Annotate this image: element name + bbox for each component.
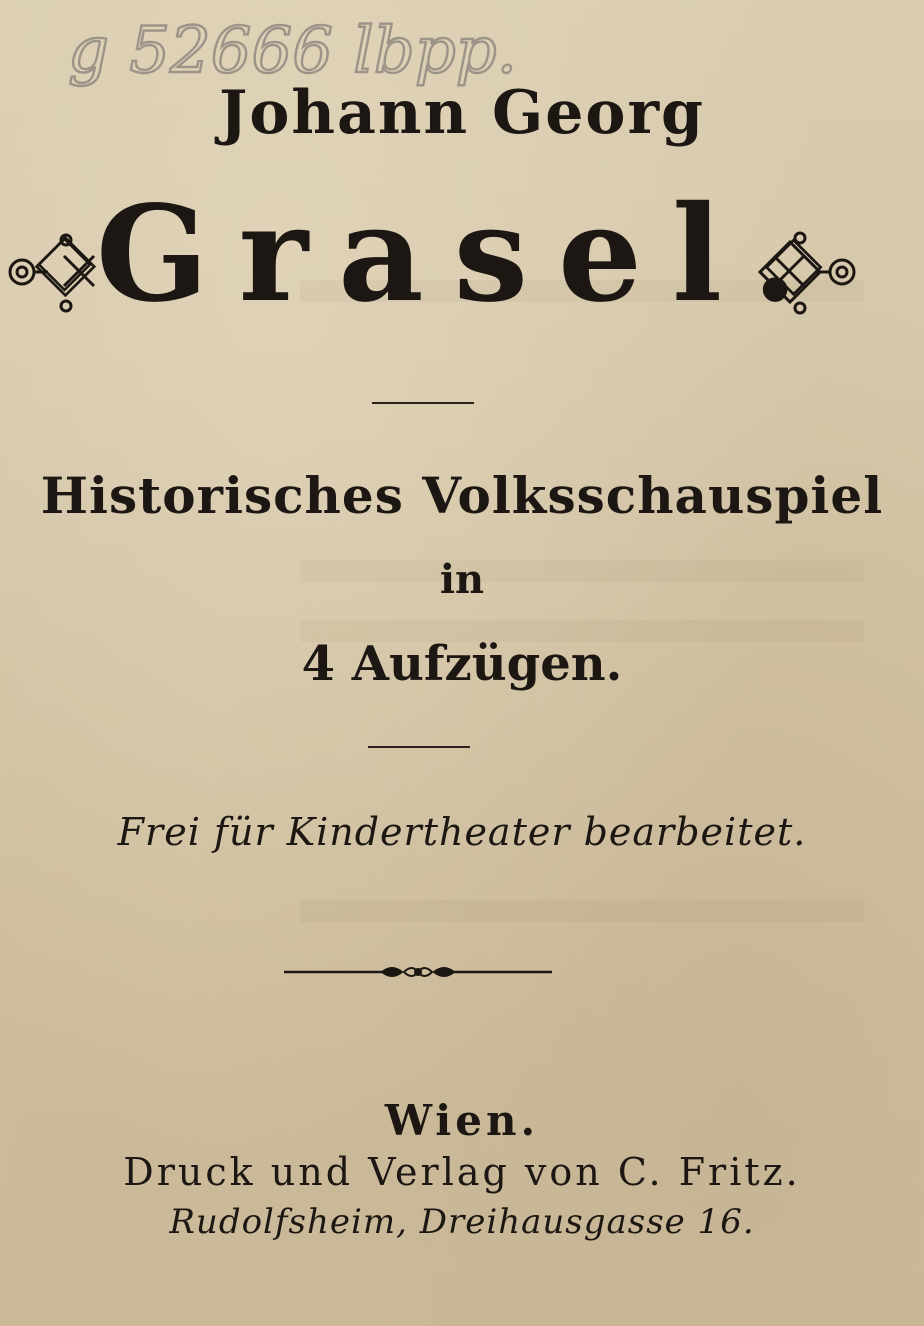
- author-name: Johann Georg: [218, 78, 706, 148]
- play-title: Grasel.: [95, 177, 829, 332]
- knot-ornament-right-icon: [750, 222, 860, 322]
- subtitle: Historisches Volksschauspiel: [40, 466, 884, 525]
- rule-middle: [368, 746, 470, 748]
- bleed-through: [300, 900, 864, 922]
- imprint-publisher: Druck und Verlag von C. Fritz.: [123, 1150, 801, 1194]
- shelfmark-text: g 52666 lbpp.: [68, 14, 517, 88]
- rule-top: [372, 402, 474, 404]
- acts-count: 4 Aufzügen.: [301, 636, 623, 692]
- floral-divider-icon: [284, 958, 552, 986]
- imprint-address: Rudolfsheim, Dreihausgasse 16.: [169, 1202, 755, 1242]
- adaptation-note: Frei für Kindertheater bearbeitet.: [117, 810, 807, 854]
- imprint-city: Wien.: [384, 1096, 540, 1145]
- subtitle-connector: in: [439, 556, 485, 603]
